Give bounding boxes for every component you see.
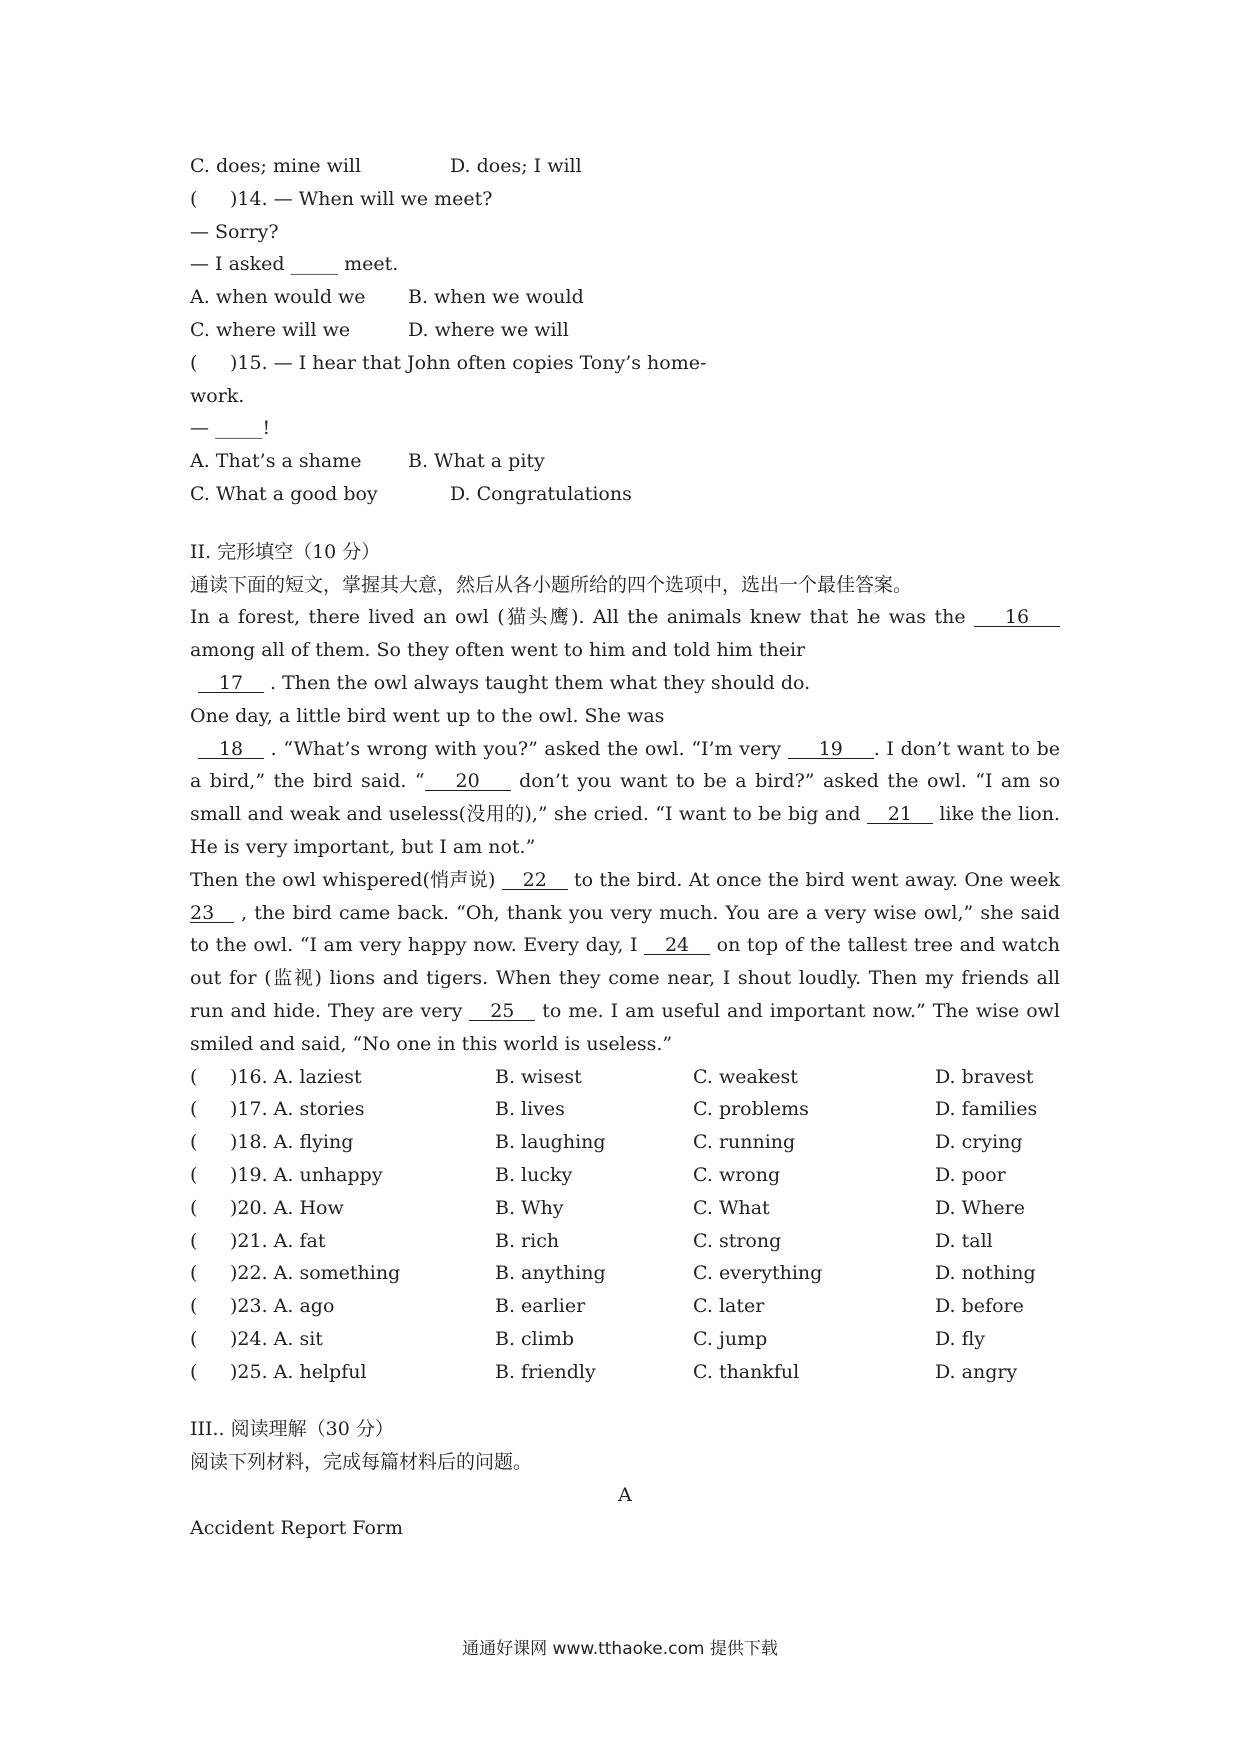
section3-title: III.. 阅读理解（30 分） bbox=[190, 1418, 394, 1441]
q14-options-ab bbox=[190, 281, 1060, 314]
option-b: B. climb bbox=[495, 1327, 575, 1350]
option-b: B. when we would bbox=[408, 286, 584, 309]
option-d: D. does; I will bbox=[450, 155, 582, 177]
cloze-text: on top of the tallest tree and watch out for (监视) lions and tigers. When they come near, I shout loudly. Then my friends all run and hide. They are very bbox=[190, 934, 1060, 1022]
form-title: Accident Report Form bbox=[190, 1516, 403, 1539]
q15-line2-post: ! bbox=[262, 417, 271, 440]
page-footer: 通通好课网 www.tthaoke.com 提供下载 bbox=[462, 1639, 778, 1659]
blank-17: 17 bbox=[198, 674, 264, 693]
blank-19: 19 bbox=[788, 740, 874, 759]
option-a: )23. A. ago bbox=[230, 1295, 335, 1318]
answer-paren: ( bbox=[190, 1327, 198, 1350]
option-c: C. where will we bbox=[190, 318, 351, 341]
answer-paren: ( bbox=[190, 1131, 198, 1154]
option-c: C. weakest bbox=[693, 1065, 798, 1088]
cloze-option-row bbox=[190, 1225, 1060, 1258]
section2-instructions: 通读下面的短文，掌握其大意，然后从各小题所给的四个选项中，选出一个最佳答案。 bbox=[190, 573, 913, 596]
document-page bbox=[190, 150, 1060, 1545]
q14-blank: _____ bbox=[290, 253, 339, 276]
answer-paren: ( bbox=[190, 1229, 198, 1252]
cloze-option-row bbox=[190, 1126, 1060, 1159]
question-14 bbox=[190, 183, 1060, 216]
cloze-paragraph-1 bbox=[190, 601, 1060, 699]
q14-line3 bbox=[190, 248, 1060, 281]
answer-paren: ( bbox=[190, 1295, 198, 1318]
q15-line2-pre: — bbox=[190, 417, 216, 440]
q15-options-cd bbox=[190, 478, 1060, 511]
cloze-options-table bbox=[190, 1061, 1060, 1389]
option-b: B. wisest bbox=[495, 1065, 582, 1088]
option-b: B. lucky bbox=[495, 1163, 573, 1186]
option-a: )19. A. unhappy bbox=[230, 1163, 383, 1186]
option-a: )17. A. stories bbox=[230, 1098, 365, 1121]
cloze-text: among all of them. So they often went to him and told him their bbox=[190, 639, 806, 662]
cloze-option-row bbox=[190, 1061, 1060, 1094]
option-c: C. strong bbox=[693, 1229, 782, 1252]
blank-16: 16 bbox=[974, 608, 1060, 627]
q14-line3-post: meet. bbox=[338, 253, 399, 276]
option-a: )24. A. sit bbox=[230, 1327, 323, 1350]
section2-title: II. 完形填空（10 分） bbox=[190, 540, 381, 563]
cloze-text: to me. I am useful and important now.” The wise owl smiled and said, “No one in this world is useless.” bbox=[190, 999, 1060, 1055]
option-d: D. tall bbox=[935, 1229, 993, 1252]
q15-stem: )15. — I hear that John often copies Tony’s home- bbox=[230, 351, 707, 374]
cloze-option-row bbox=[190, 1323, 1060, 1356]
cloze-paragraph-3 bbox=[190, 864, 1060, 1061]
option-c: C. later bbox=[693, 1295, 765, 1318]
blank-20: 20 bbox=[425, 772, 511, 791]
option-c: C. does; mine will bbox=[190, 155, 362, 177]
option-d: D. before bbox=[935, 1295, 1024, 1318]
option-c: C. running bbox=[693, 1131, 796, 1154]
option-a: )25. A. helpful bbox=[230, 1360, 367, 1383]
option-b: B. What a pity bbox=[408, 450, 545, 473]
option-d: D. families bbox=[935, 1098, 1038, 1121]
cloze-text: One day, a little bird went up to the owl. She was bbox=[190, 704, 665, 727]
cloze-option-row bbox=[190, 1093, 1060, 1126]
option-c: C. everything bbox=[693, 1262, 823, 1285]
q15-blank: _____ bbox=[215, 417, 263, 440]
option-a: A. when would we bbox=[190, 286, 366, 309]
cloze-text: to the bird. At once the bird went away. One week bbox=[567, 868, 1060, 891]
q14-stem: )14. — When will we meet? bbox=[230, 187, 493, 210]
option-b: B. laughing bbox=[495, 1131, 606, 1154]
answer-paren: ( bbox=[190, 1262, 198, 1285]
option-b: B. Why bbox=[495, 1196, 564, 1219]
q14-options-cd bbox=[190, 314, 1060, 347]
question-15 bbox=[190, 347, 1060, 380]
q15-stem-cont: work. bbox=[190, 384, 245, 407]
cloze-option-row bbox=[190, 1290, 1060, 1323]
option-b: B. friendly bbox=[495, 1360, 596, 1383]
answer-paren: ( bbox=[190, 1163, 198, 1186]
cloze-text: . “What’s wrong with you?” asked the owl. “I’m very bbox=[264, 737, 788, 760]
option-a: )21. A. fat bbox=[230, 1229, 326, 1252]
q15-line2 bbox=[190, 412, 1060, 445]
option-a: A. That’s a shame bbox=[190, 450, 362, 473]
option-a: )20. A. How bbox=[230, 1196, 344, 1219]
option-b: B. earlier bbox=[495, 1295, 586, 1318]
cloze-text: In a forest, there lived an owl (猫头鹰). All the animals knew that he was the bbox=[190, 606, 974, 629]
option-b: B. rich bbox=[495, 1229, 560, 1252]
q14-line3-pre: — I asked bbox=[190, 253, 291, 276]
answer-paren: ( bbox=[190, 1360, 198, 1383]
cloze-option-row bbox=[190, 1159, 1060, 1192]
option-c: C. wrong bbox=[693, 1163, 781, 1186]
blank-24: 24 bbox=[644, 936, 710, 955]
option-c: C. What bbox=[693, 1196, 770, 1219]
option-a: )18. A. flying bbox=[230, 1131, 354, 1154]
blank-22: 22 bbox=[502, 871, 568, 890]
option-d: D. Congratulations bbox=[450, 482, 632, 505]
cloze-text: . Then the owl always taught them what they should do. bbox=[264, 671, 811, 694]
answer-paren: ( bbox=[190, 187, 198, 210]
section3-instructions: 阅读下列材料，完成每篇材料后的问题。 bbox=[190, 1451, 533, 1474]
option-c: C. What a good boy bbox=[190, 482, 378, 505]
blank-21: 21 bbox=[867, 805, 933, 824]
option-b: B. anything bbox=[495, 1262, 606, 1285]
cloze-paragraph-2 bbox=[190, 700, 1060, 864]
option-d: D. crying bbox=[935, 1131, 1023, 1154]
option-d: D. Where bbox=[935, 1196, 1025, 1219]
answer-paren: ( bbox=[190, 1065, 198, 1088]
cloze-text: . I don’t want to be a bird,” the bird said. “ bbox=[190, 737, 1060, 793]
option-d: D. fly bbox=[935, 1327, 986, 1350]
option-c: C. jump bbox=[693, 1327, 768, 1350]
cloze-option-row bbox=[190, 1192, 1060, 1225]
blank-23: 23 bbox=[190, 904, 234, 923]
option-d: D. nothing bbox=[935, 1262, 1036, 1285]
q13-options-cd bbox=[190, 150, 1060, 183]
blank-18: 18 bbox=[198, 740, 264, 759]
cloze-option-row bbox=[190, 1257, 1060, 1290]
option-d: D. poor bbox=[935, 1163, 1006, 1186]
option-d: D. bravest bbox=[935, 1065, 1034, 1088]
blank-25: 25 bbox=[469, 1002, 535, 1021]
cloze-text: Then the owl whispered(悄声说) bbox=[190, 868, 502, 891]
cloze-text: like the lion. He is very important, but I am not.” bbox=[190, 803, 1061, 858]
q15-options-ab bbox=[190, 445, 1060, 478]
option-a: )22. A. something bbox=[230, 1262, 401, 1285]
q14-line2: — Sorry? bbox=[190, 220, 279, 243]
cloze-text: , the bird came back. “Oh, thank you very much. You are a very wise owl,” she said to the owl. “I am very happy now. Every day, I bbox=[190, 901, 1060, 957]
answer-paren: ( bbox=[190, 1098, 198, 1121]
option-a: )16. A. laziest bbox=[230, 1065, 362, 1088]
passage-label: A bbox=[618, 1484, 632, 1507]
option-c: C. problems bbox=[693, 1098, 809, 1121]
option-d: D. where we will bbox=[408, 318, 569, 341]
option-c: C. thankful bbox=[693, 1360, 800, 1383]
option-d: D. angry bbox=[935, 1360, 1018, 1383]
option-b: B. lives bbox=[495, 1098, 565, 1121]
answer-paren: ( bbox=[190, 1196, 198, 1219]
cloze-option-row bbox=[190, 1356, 1060, 1389]
answer-paren: ( bbox=[190, 351, 198, 374]
cloze-text: don’t you want to be a bird?” asked the owl. “I am so small and weak and useless(没用的),” she cried. “I want to be big and bbox=[190, 770, 1061, 826]
